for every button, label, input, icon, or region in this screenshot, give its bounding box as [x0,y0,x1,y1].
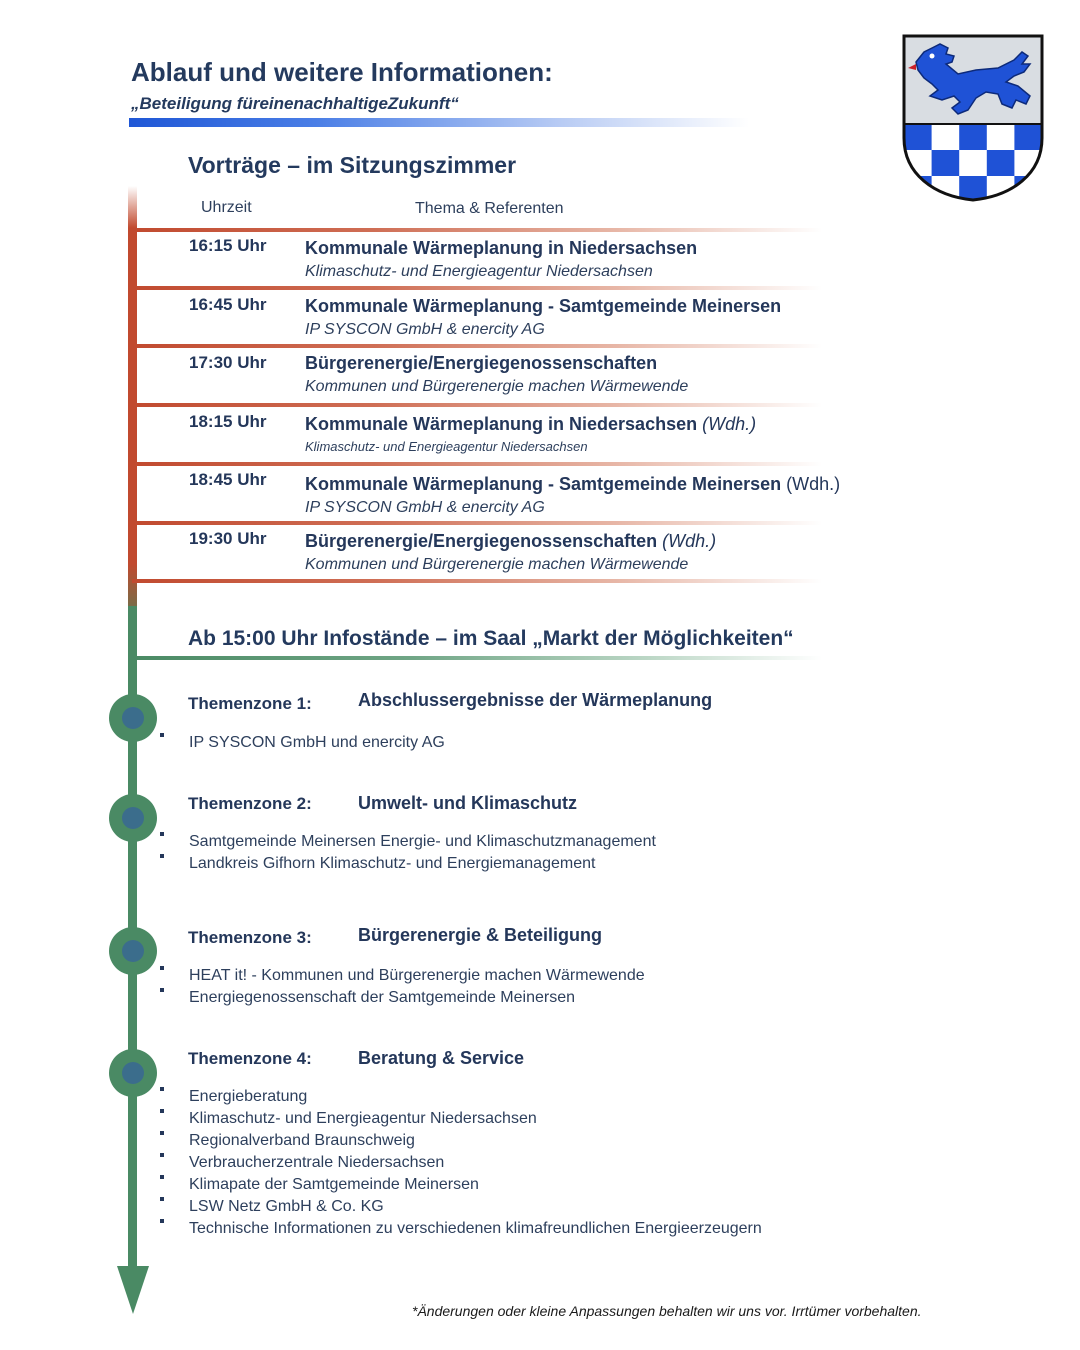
list-item: HEAT it! - Kommunen und Bürgerenergie machen Wärmewende [160,965,645,987]
zone-title: Bürgerenergie & Beteiligung [358,925,603,945]
footnote: *Änderungen oder kleine Anpassungen behalten wir uns vor. Irrtümer vorbehalten. [412,1303,922,1319]
list-item: Klimapate der Samtgemeinde Meinersen [160,1174,762,1196]
list-item: Technische Informationen zu verschiedenen klimafreundlichen Energieerzeugern [160,1218,762,1240]
timeline-node-icon [109,794,157,842]
list-item: Verbraucherzentrale Niedersachsen [160,1152,762,1174]
zone-list [160,965,645,1009]
row-separator [132,521,822,525]
info-heading: Ab 15:00 Uhr Infostände – im Saal „Markt der Möglichkeiten“ [188,627,794,650]
zone-title: Abschlussergebnisse der Wärmeplanung [358,690,713,710]
list-item: LSW Netz GmbH & Co. KG [160,1196,762,1218]
zone-label: Themenzone 3: [188,928,312,947]
timeline-node-icon [109,1049,157,1097]
lecture-title: Bürgerenergie/Energiegenossenschaften [305,353,658,373]
lecture-time: 19:30 Uhr [189,529,267,548]
lecture-title: Bürgerenergie/Energiegenossenschaften (Wdh.) [305,531,717,551]
list-item: IP SYSCON GmbH und enercity AG [160,732,445,754]
zone-label: Themenzone 2: [188,794,312,813]
lecture-title: Kommunale Wärmeplanung - Samtgemeinde Meinersen [305,296,782,316]
zone-label: Themenzone 4: [188,1049,312,1068]
zone-list [160,831,656,875]
zone-list [160,732,445,754]
row-separator [132,462,822,466]
coat-of-arms-icon [902,34,1044,202]
lecture-time: 18:45 Uhr [189,470,267,489]
page-subtitle: „Beteiligung füreinenachhaltigeZukunft“ [131,94,459,113]
list-item: Klimaschutz- und Energieagentur Niedersachsen [160,1108,762,1130]
lecture-speaker: Klimaschutz- und Energieagentur Niedersachsen [305,439,588,454]
repeat-note: (Wdh.) [786,474,841,494]
lecture-title: Kommunale Wärmeplanung - Samtgemeinde Meinersen (Wdh.) [305,474,841,494]
timeline-arrow-down-icon [117,1266,149,1314]
info-separator [132,656,822,660]
lecture-title: Kommunale Wärmeplanung in Niedersachsen [305,238,698,258]
lecture-speaker: Klimaschutz- und Energieagentur Niedersachsen [305,263,653,280]
zone-title: Umwelt- und Klimaschutz [358,793,578,813]
lecture-time: 16:45 Uhr [189,295,267,314]
lecture-time: 18:15 Uhr [189,412,267,431]
page-title: Ablauf und weitere Informationen: [131,57,553,87]
row-separator [132,403,822,407]
timeline-lectures [128,186,137,606]
column-header-topic: Thema & Referenten [415,200,564,217]
list-item: Energiegenossenschaft der Samtgemeinde Meinersen [160,987,645,1009]
row-separator [132,579,822,583]
zone-title: Beratung & Service [358,1048,525,1068]
lecture-speaker: IP SYSCON GmbH & enercity AG [305,499,545,516]
timeline-node-icon [109,927,157,975]
column-header-time: Uhrzeit [201,199,252,216]
row-separator [132,344,822,348]
repeat-note: (Wdh.) [702,414,757,434]
lecture-time: 17:30 Uhr [189,353,267,372]
list-item: Samtgemeinde Meinersen Energie- und Klimaschutzmanagement [160,831,656,853]
zone-label: Themenzone 1: [188,694,312,713]
row-separator [132,286,822,290]
zone-list [160,1086,762,1240]
repeat-note: (Wdh.) [662,531,717,551]
lectures-heading: Vorträge – im Sitzungszimmer [188,152,517,178]
lecture-speaker: Kommunen und Bürgerenergie machen Wärmewende [305,378,689,395]
lecture-speaker: IP SYSCON GmbH & enercity AG [305,321,545,338]
list-item: Regionalverband Braunschweig [160,1130,762,1152]
lecture-time: 16:15 Uhr [189,236,267,255]
lecture-title: Kommunale Wärmeplanung in Niedersachsen (Wdh.) [305,414,757,434]
lecture-speaker: Kommunen und Bürgerenergie machen Wärmewende [305,556,689,573]
list-item: Landkreis Gifhorn Klimaschutz- und Energiemanagement [160,853,656,875]
list-item: Energieberatung [160,1086,762,1108]
timeline-node-icon [109,694,157,742]
title-underline [129,118,749,127]
row-separator [132,228,822,232]
